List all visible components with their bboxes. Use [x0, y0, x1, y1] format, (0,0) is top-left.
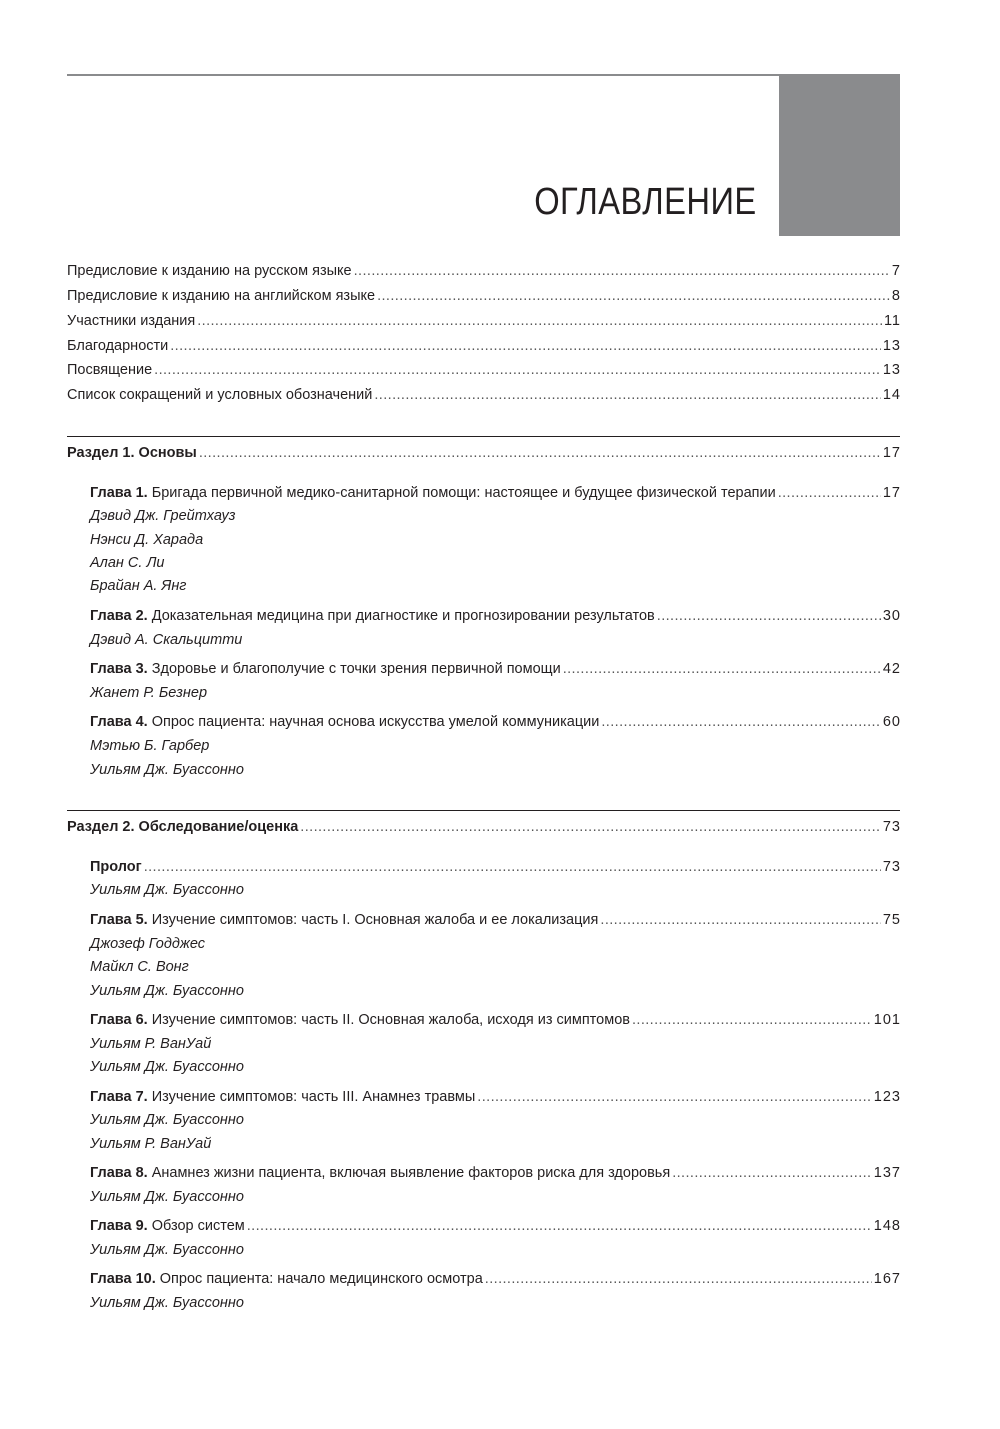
chapter-number: Глава 5.	[90, 912, 148, 928]
chapter-number: Глава 10.	[90, 1271, 156, 1287]
section-rule	[67, 436, 900, 437]
section-entry	[67, 818, 901, 836]
chapter-title: Анамнез жизни пациента, включая выявление факторов риска для здоровья	[151, 1165, 671, 1181]
chapter-page: 42	[882, 661, 901, 677]
toc-entry-page: 8	[891, 288, 901, 304]
leader-dots	[144, 858, 881, 876]
chapter-author: Мэтью Б. Гарбер	[90, 738, 210, 754]
toc-entry	[67, 337, 901, 355]
leader-dots	[485, 1270, 872, 1288]
leader-dots	[170, 337, 881, 355]
chapter-author: Алан С. Ли	[90, 555, 165, 571]
chapter-page: 137	[873, 1165, 901, 1181]
chapter-entry	[90, 1270, 901, 1288]
chapter-author: Майкл С. Вонг	[90, 959, 189, 975]
toc-entry-label: Предисловие к изданию на английском языке	[67, 288, 376, 304]
chapter-entry	[90, 607, 901, 625]
chapter-entry	[90, 1164, 901, 1182]
chapter-author: Уильям Р. ВанУай	[90, 1036, 212, 1052]
chapter-number: Глава 8.	[90, 1165, 148, 1181]
chapter-title: Изучение симптомов: часть III. Анамнез травмы	[151, 1089, 476, 1105]
header-gray-block	[779, 75, 900, 236]
chapter-entry	[90, 1217, 901, 1235]
chapter-number: Пролог	[90, 859, 142, 875]
chapter-number: Глава 9.	[90, 1218, 148, 1234]
chapter-title: Опрос пациента: научная основа искусства умелой коммуникации	[151, 714, 600, 730]
leader-dots	[657, 607, 881, 625]
toc-entry	[67, 386, 901, 404]
chapter-author: Нэнси Д. Харада	[90, 532, 204, 548]
chapter-page: 123	[873, 1089, 901, 1105]
leader-dots	[199, 444, 881, 462]
chapter-entry	[90, 1011, 901, 1029]
toc-entry-label: Предисловие к изданию на русском языке	[67, 263, 352, 279]
chapter-author: Уильям Дж. Буассонно	[90, 1189, 244, 1205]
chapter-number: Глава 6.	[90, 1012, 148, 1028]
leader-dots	[778, 484, 881, 502]
leader-dots	[672, 1164, 872, 1182]
chapter-number: Глава 4.	[90, 714, 148, 730]
chapter-title: Здоровье и благополучие с точки зрения первичной помощи	[151, 661, 561, 677]
chapter-author: Жанет Р. Безнер	[90, 685, 208, 701]
toc-entry	[67, 312, 901, 330]
chapter-page: 73	[882, 859, 901, 875]
chapter-title: Доказательная медицина при диагностике и прогнозировании результатов	[151, 608, 655, 624]
chapter-author: Уильям Дж. Буассонно	[90, 983, 244, 999]
toc-entry-label: Участники издания	[67, 313, 196, 329]
toc-entry-label: Посвящение	[67, 362, 153, 378]
chapter-entry	[90, 713, 901, 731]
section-page: 73	[882, 819, 901, 835]
toc-entry	[67, 287, 901, 305]
chapter-page: 60	[882, 714, 901, 730]
toc-entry-page: 11	[883, 313, 901, 329]
chapter-author: Уильям Дж. Буассонно	[90, 1112, 244, 1128]
chapter-entry	[90, 660, 901, 678]
top-rule	[67, 74, 900, 76]
toc-entry-label: Благодарности	[67, 338, 169, 354]
leader-dots	[247, 1217, 872, 1235]
chapter-author: Уильям Дж. Буассонно	[90, 762, 244, 778]
section-page: 17	[882, 445, 901, 461]
chapter-author: Уильям Дж. Буассонно	[90, 1295, 244, 1311]
chapter-author: Уильям Дж. Буассонно	[90, 1242, 244, 1258]
leader-dots	[563, 660, 881, 678]
toc-entry-page: 14	[882, 387, 901, 403]
chapter-page: 167	[873, 1271, 901, 1287]
chapter-author: Уильям Р. ВанУай	[90, 1136, 212, 1152]
toc-entry-label: Список сокращений и условных обозначений	[67, 387, 373, 403]
leader-dots	[601, 713, 880, 731]
leader-dots	[300, 818, 881, 836]
chapter-page: 17	[882, 485, 901, 501]
toc-entry-page: 13	[882, 362, 901, 378]
section-entry	[67, 444, 901, 462]
chapter-page: 75	[882, 912, 901, 928]
leader-dots	[197, 312, 882, 330]
chapter-title: Изучение симптомов: часть II. Основная жалоба, исходя из симптомов	[151, 1012, 630, 1028]
chapter-number: Глава 2.	[90, 608, 148, 624]
chapter-title: Опрос пациента: начало медицинского осмотра	[159, 1271, 483, 1287]
chapter-author: Дэвид А. Скальцитти	[90, 632, 243, 648]
leader-dots	[154, 361, 881, 379]
chapter-page: 101	[873, 1012, 901, 1028]
leader-dots	[600, 911, 880, 929]
chapter-entry	[90, 484, 901, 502]
chapter-entry	[90, 858, 901, 876]
chapter-title: Бригада первичной медико-санитарной помощи: настоящее и будущее физической терапии	[151, 485, 776, 501]
chapter-author: Уильям Дж. Буассонно	[90, 1059, 244, 1075]
toc-entry-page: 13	[882, 338, 901, 354]
chapter-number: Глава 3.	[90, 661, 148, 677]
chapter-author: Дэвид Дж. Грейтхауз	[90, 508, 236, 524]
chapter-number: Глава 1.	[90, 485, 148, 501]
chapter-author: Уильям Дж. Буассонно	[90, 882, 244, 898]
section-label: Раздел 1. Основы	[67, 445, 197, 461]
chapter-entry	[90, 1088, 901, 1106]
page-title: ОГЛАВЛЕНИЕ	[534, 181, 757, 223]
chapter-entry	[90, 911, 901, 929]
leader-dots	[477, 1088, 872, 1106]
section-rule	[67, 810, 900, 811]
chapter-title: Изучение симптомов: часть I. Основная жалоба и ее локализация	[151, 912, 599, 928]
chapter-title: Обзор систем	[151, 1218, 245, 1234]
chapter-author: Джозеф Годджес	[90, 936, 206, 952]
toc-entry	[67, 262, 901, 280]
leader-dots	[354, 262, 890, 280]
chapter-number: Глава 7.	[90, 1089, 148, 1105]
chapter-author: Брайан А. Янг	[90, 578, 187, 594]
chapter-page: 148	[873, 1218, 901, 1234]
toc-entry	[67, 361, 901, 379]
section-label: Раздел 2. Обследование/оценка	[67, 819, 299, 835]
chapter-page: 30	[882, 608, 901, 624]
leader-dots	[632, 1011, 872, 1029]
leader-dots	[374, 386, 881, 404]
toc-entry-page: 7	[891, 263, 901, 279]
leader-dots	[377, 287, 890, 305]
